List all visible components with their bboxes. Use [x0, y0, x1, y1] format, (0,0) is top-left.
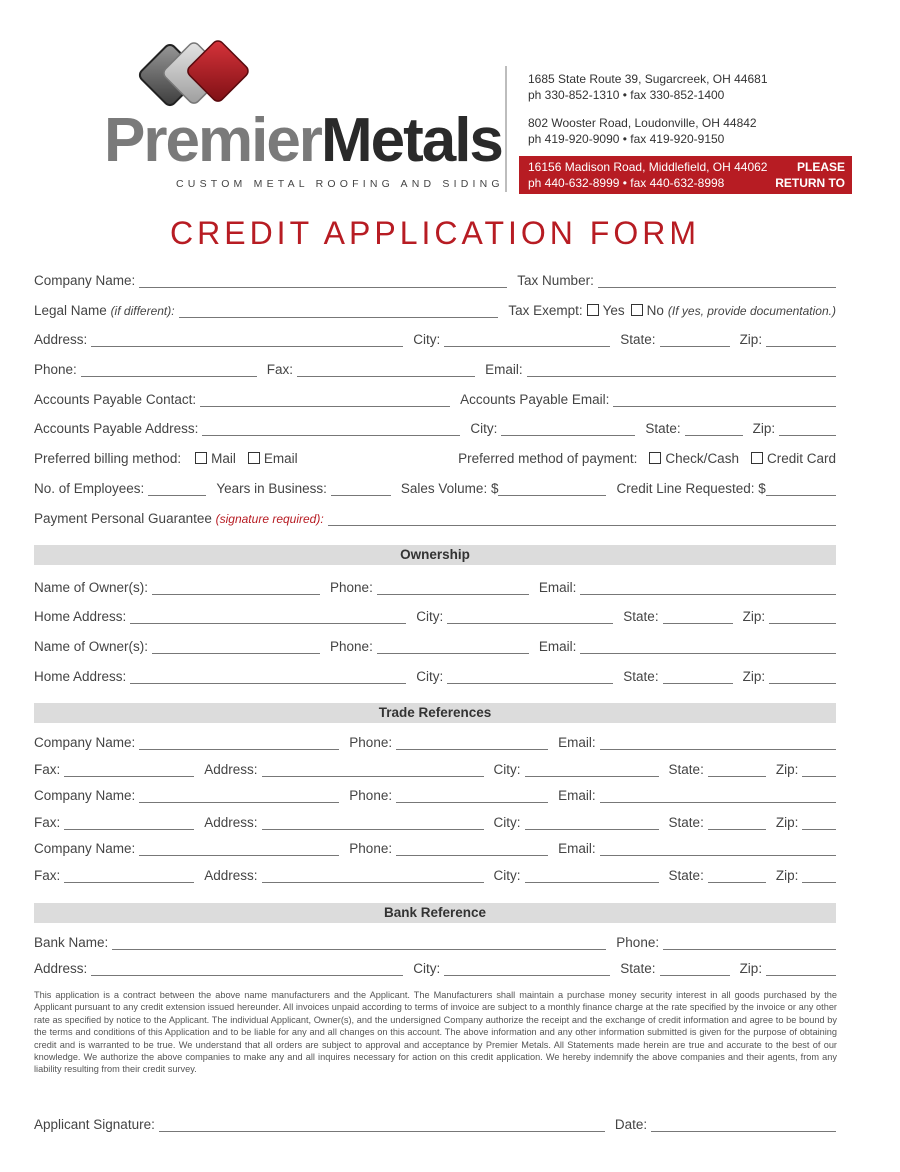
owner-name-label: Name of Owner(s): [34, 639, 149, 654]
row-bank-address [34, 956, 836, 976]
return-address-box [519, 156, 852, 194]
bank-name-label: Bank Name: [34, 935, 109, 950]
row-trade-3 [34, 836, 836, 856]
tax-number-label: Tax Number: [517, 273, 594, 288]
owner-1-zip-field[interactable] [769, 608, 836, 624]
trade-3-address-field[interactable] [262, 867, 484, 883]
phone-label: Phone: [34, 362, 77, 377]
sales-volume-label: Sales Volume: $ [400, 481, 499, 496]
owner-1-address-field[interactable] [130, 608, 406, 624]
location-sugarcreek [528, 71, 768, 103]
payment-card-option[interactable] [751, 451, 836, 466]
owner-1-state-field[interactable] [663, 608, 733, 624]
signature-required-note: (signature required): [215, 512, 324, 526]
credit-line-field[interactable] [766, 480, 836, 496]
legal-name-hint: (if different): [110, 304, 175, 318]
trade-1-phone-field[interactable] [396, 734, 548, 750]
check-cash-label: Check/Cash [665, 451, 739, 466]
owner-2-phone-field[interactable] [377, 638, 529, 654]
trade-3-fax-field[interactable] [64, 867, 194, 883]
header-divider [505, 66, 507, 192]
trade-3-city-field[interactable] [525, 867, 659, 883]
state-label: State: [623, 609, 659, 624]
city-label: City: [413, 961, 441, 976]
return-note-line1: PLEASE [796, 160, 845, 174]
section-ownership: Ownership [34, 545, 836, 565]
state-label: State: [668, 815, 704, 830]
state-label: State: [620, 961, 656, 976]
row-trade-2 [34, 783, 836, 803]
phone-label: Phone: [330, 639, 373, 654]
location-phone: ph 419-920-9090 • fax 419-920-9150 [528, 132, 725, 146]
legal-terms-text: This application is a contract between the above name manufacturers and the Applicant. The Manufacturers shall maintain a purchase money security interest in all goods purchased by the Applicant pursuant to any credit extension issued hereunder. All invoices unpaid according to terms of invoice are subject to a monthly finance charge at the rate specified by the invoice or any other rate as specified by notice to the Applicant. The individual Applicant, Owner(s), and the undersigned Company authorize the receipt and the exchange of credit information and agree to be bound by the terms and conditions of this Application and to be liable for any and all changes on this account. The above information and any other information submitted is given for the purpose of obtaining credit and is warranted to be true. We understand that all orders are subject to approval and acceptance by Premier Metals. All Statements made herein are true and accurate to the best of our knowledge. We authorize the above companies to make any and all inquires necessary for action on this credit application. We hereby indemnify the above companies and their agents, from any liability resulting from their credit survey. [34, 990, 837, 1075]
location-address: 16156 Madison Road, Middlefield, OH 44062 [528, 160, 768, 174]
trade-2-fax-field[interactable] [64, 814, 194, 830]
fax-label: Fax: [266, 362, 294, 377]
legal-name-field[interactable] [179, 302, 499, 318]
trade-1-email-field[interactable] [600, 734, 836, 750]
city-label: City: [493, 762, 521, 777]
location-loudonville [528, 115, 757, 147]
employees-label: No. of Employees: [34, 481, 145, 496]
bank-zip-field[interactable] [766, 960, 836, 976]
signature-date-field[interactable] [651, 1116, 836, 1132]
bank-phone-field[interactable] [663, 934, 836, 950]
tax-exempt-no-checkbox[interactable] [631, 304, 643, 316]
row-signature [34, 1112, 836, 1132]
tax-exempt-label: Tax Exempt: [508, 303, 583, 318]
owner-name-label: Name of Owner(s): [34, 580, 149, 595]
billing-mail-option[interactable] [195, 451, 236, 466]
email-label: Email: [538, 580, 577, 595]
address-label: Address: [204, 815, 258, 830]
section-trade-references: Trade References [34, 703, 836, 723]
row-trade-1 [34, 730, 836, 750]
location-address: 802 Wooster Road, Loudonville, OH 44842 [528, 116, 757, 130]
ap-contact-label: Accounts Payable Contact: [34, 392, 197, 407]
company-name-label: Company Name: [34, 788, 136, 803]
owner-2-address-field[interactable] [130, 668, 406, 684]
trade-3-company-field[interactable] [139, 840, 339, 856]
applicant-signature-label: Applicant Signature: [34, 1117, 155, 1132]
location-phone: ph 440-632-8999 • fax 440-632-8998 [528, 176, 725, 190]
phone-label: Phone: [349, 841, 393, 856]
fax-label: Fax: [34, 815, 61, 830]
ap-address-field[interactable] [202, 420, 460, 436]
row-trade-2-address [34, 810, 836, 830]
state-field[interactable] [660, 331, 730, 347]
applicant-signature-field[interactable] [159, 1116, 605, 1132]
legal-name-text: Legal Name [34, 303, 107, 318]
tax-exempt-no-option[interactable] [631, 303, 664, 318]
billing-email-option[interactable] [248, 451, 298, 466]
ap-email-field[interactable] [613, 391, 836, 407]
zip-label: Zip: [742, 609, 766, 624]
tax-exempt-hint: (If yes, provide documentation.) [667, 304, 836, 318]
trade-1-zip-field[interactable] [802, 761, 836, 777]
city-label: City: [493, 815, 521, 830]
address-label: Address: [34, 961, 88, 976]
employees-field[interactable] [148, 480, 206, 496]
row-company [34, 268, 836, 288]
row-owner-2-address [34, 664, 836, 684]
ap-zip-field[interactable] [779, 420, 836, 436]
zip-label: Zip: [752, 421, 776, 436]
state-label: State: [668, 762, 704, 777]
fax-label: Fax: [34, 868, 61, 883]
trade-2-zip-field[interactable] [802, 814, 836, 830]
bank-name-field[interactable] [112, 934, 606, 950]
trade-1-state-field[interactable] [708, 761, 766, 777]
trade-2-city-field[interactable] [525, 814, 659, 830]
mail-label: Mail [211, 451, 236, 466]
guarantee-signature-field[interactable] [328, 510, 836, 526]
sales-volume-field[interactable] [498, 480, 606, 496]
location-address: 1685 State Route 39, Sugarcreek, OH 44681 [528, 72, 768, 86]
trade-1-city-field[interactable] [525, 761, 659, 777]
billing-method-label: Preferred billing method: [34, 451, 182, 466]
email-label: Email: [485, 362, 523, 377]
billing-mail-checkbox[interactable] [195, 452, 207, 464]
phone-label: Phone: [349, 788, 393, 803]
zip-label: Zip: [775, 762, 799, 777]
city-field[interactable] [444, 331, 610, 347]
tax-exempt-yes-checkbox[interactable] [587, 304, 599, 316]
brand-name-part1: Premier [104, 106, 321, 175]
state-label: State: [620, 332, 656, 347]
phone-label: Phone: [330, 580, 373, 595]
email-label: Email: [558, 735, 596, 750]
trade-2-company-field[interactable] [139, 787, 339, 803]
no-label: No [646, 303, 664, 318]
bank-address-field[interactable] [91, 960, 403, 976]
guarantee-text: Payment Personal Guarantee [34, 511, 212, 526]
row-ap-address [34, 416, 836, 436]
payment-check-checkbox[interactable] [649, 452, 661, 464]
fax-label: Fax: [34, 762, 61, 777]
row-billing [34, 446, 836, 466]
row-trade-1-address [34, 757, 836, 777]
payment-card-checkbox[interactable] [751, 452, 763, 464]
owner-1-name-field[interactable] [152, 579, 320, 595]
location-phone: ph 330-852-1310 • fax 330-852-1400 [528, 88, 725, 102]
ap-email-label: Accounts Payable Email: [460, 392, 610, 407]
address-label: Address: [204, 868, 258, 883]
years-field[interactable] [331, 480, 391, 496]
payment-method-label: Preferred method of payment: [458, 451, 638, 466]
email-field[interactable] [527, 361, 836, 377]
city-label: City: [493, 868, 521, 883]
date-label: Date: [614, 1117, 648, 1132]
email-label: Email: [558, 841, 596, 856]
phone-field[interactable] [81, 361, 257, 377]
ap-state-field[interactable] [685, 420, 743, 436]
zip-field[interactable] [766, 331, 836, 347]
bank-state-field[interactable] [660, 960, 730, 976]
owner-1-phone-field[interactable] [377, 579, 529, 595]
credit-line-label: Credit Line Requested: $ [616, 481, 766, 496]
city-label: City: [416, 609, 444, 624]
state-label: State: [645, 421, 681, 436]
email-label: Email: [558, 788, 596, 803]
owner-2-email-field[interactable] [580, 638, 836, 654]
address-label: Address: [204, 762, 258, 777]
zip-label: Zip: [739, 961, 763, 976]
trade-3-email-field[interactable] [600, 840, 836, 856]
trade-1-address-field[interactable] [262, 761, 484, 777]
bank-city-field[interactable] [444, 960, 610, 976]
legal-name-label [34, 303, 179, 318]
credit-card-label: Credit Card [766, 451, 836, 466]
zip-label: Zip: [739, 332, 763, 347]
company-name-field[interactable] [139, 272, 507, 288]
return-note-line2: RETURN TO [775, 176, 845, 190]
phone-label: Phone: [349, 735, 393, 750]
city-label: City: [470, 421, 498, 436]
row-bank-name [34, 930, 836, 950]
owner-1-email-field[interactable] [580, 579, 836, 595]
owner-2-name-field[interactable] [152, 638, 320, 654]
trade-1-fax-field[interactable] [64, 761, 194, 777]
trade-3-phone-field[interactable] [396, 840, 548, 856]
row-legal-name [34, 298, 836, 318]
zip-label: Zip: [775, 868, 799, 883]
owner-2-city-field[interactable] [447, 668, 613, 684]
trade-2-email-field[interactable] [600, 787, 836, 803]
billing-email-checkbox[interactable] [248, 452, 260, 464]
trade-2-phone-field[interactable] [396, 787, 548, 803]
guarantee-label [34, 511, 328, 526]
owner-2-state-field[interactable] [663, 668, 733, 684]
payment-check-option[interactable] [649, 451, 739, 466]
row-trade-3-address [34, 863, 836, 883]
trade-3-state-field[interactable] [708, 867, 766, 883]
row-business [34, 476, 836, 496]
ap-contact-field[interactable] [200, 391, 450, 407]
trade-1-company-field[interactable] [139, 734, 339, 750]
brand-name-part2: Metals [320, 106, 502, 175]
address-label: Address: [34, 332, 88, 347]
owner-1-city-field[interactable] [447, 608, 613, 624]
row-address [34, 327, 836, 347]
row-owner-1 [34, 575, 836, 595]
company-name-label: Company Name: [34, 841, 136, 856]
state-label: State: [623, 669, 659, 684]
owner-2-zip-field[interactable] [769, 668, 836, 684]
fax-field[interactable] [297, 361, 475, 377]
city-label: City: [413, 332, 441, 347]
brand-logo [104, 106, 502, 175]
ap-city-field[interactable] [501, 420, 635, 436]
email-option-label: Email [263, 451, 298, 466]
company-name-label: Company Name: [34, 273, 136, 288]
row-guarantee [34, 506, 836, 526]
home-address-label: Home Address: [34, 669, 127, 684]
trade-2-address-field[interactable] [262, 814, 484, 830]
row-ap-contact [34, 387, 836, 407]
tax-number-field[interactable] [598, 272, 836, 288]
zip-label: Zip: [742, 669, 766, 684]
state-label: State: [668, 868, 704, 883]
tax-exempt-yes-option[interactable] [587, 303, 625, 318]
home-address-label: Home Address: [34, 609, 127, 624]
row-owner-2 [34, 634, 836, 654]
company-name-label: Company Name: [34, 735, 136, 750]
zip-label: Zip: [775, 815, 799, 830]
city-label: City: [416, 669, 444, 684]
row-phone [34, 357, 836, 377]
email-label: Email: [538, 639, 577, 654]
phone-label: Phone: [616, 935, 660, 950]
form-title: CREDIT APPLICATION FORM [170, 215, 700, 251]
years-label: Years in Business: [216, 481, 327, 496]
brand-tagline: CUSTOM METAL ROOFING AND SIDING [176, 178, 504, 190]
ap-address-label: Accounts Payable Address: [34, 421, 199, 436]
trade-3-zip-field[interactable] [802, 867, 836, 883]
address-field[interactable] [91, 331, 403, 347]
trade-2-state-field[interactable] [708, 814, 766, 830]
section-bank-reference: Bank Reference [34, 903, 836, 923]
row-owner-1-address [34, 604, 836, 624]
yes-label: Yes [602, 303, 625, 318]
